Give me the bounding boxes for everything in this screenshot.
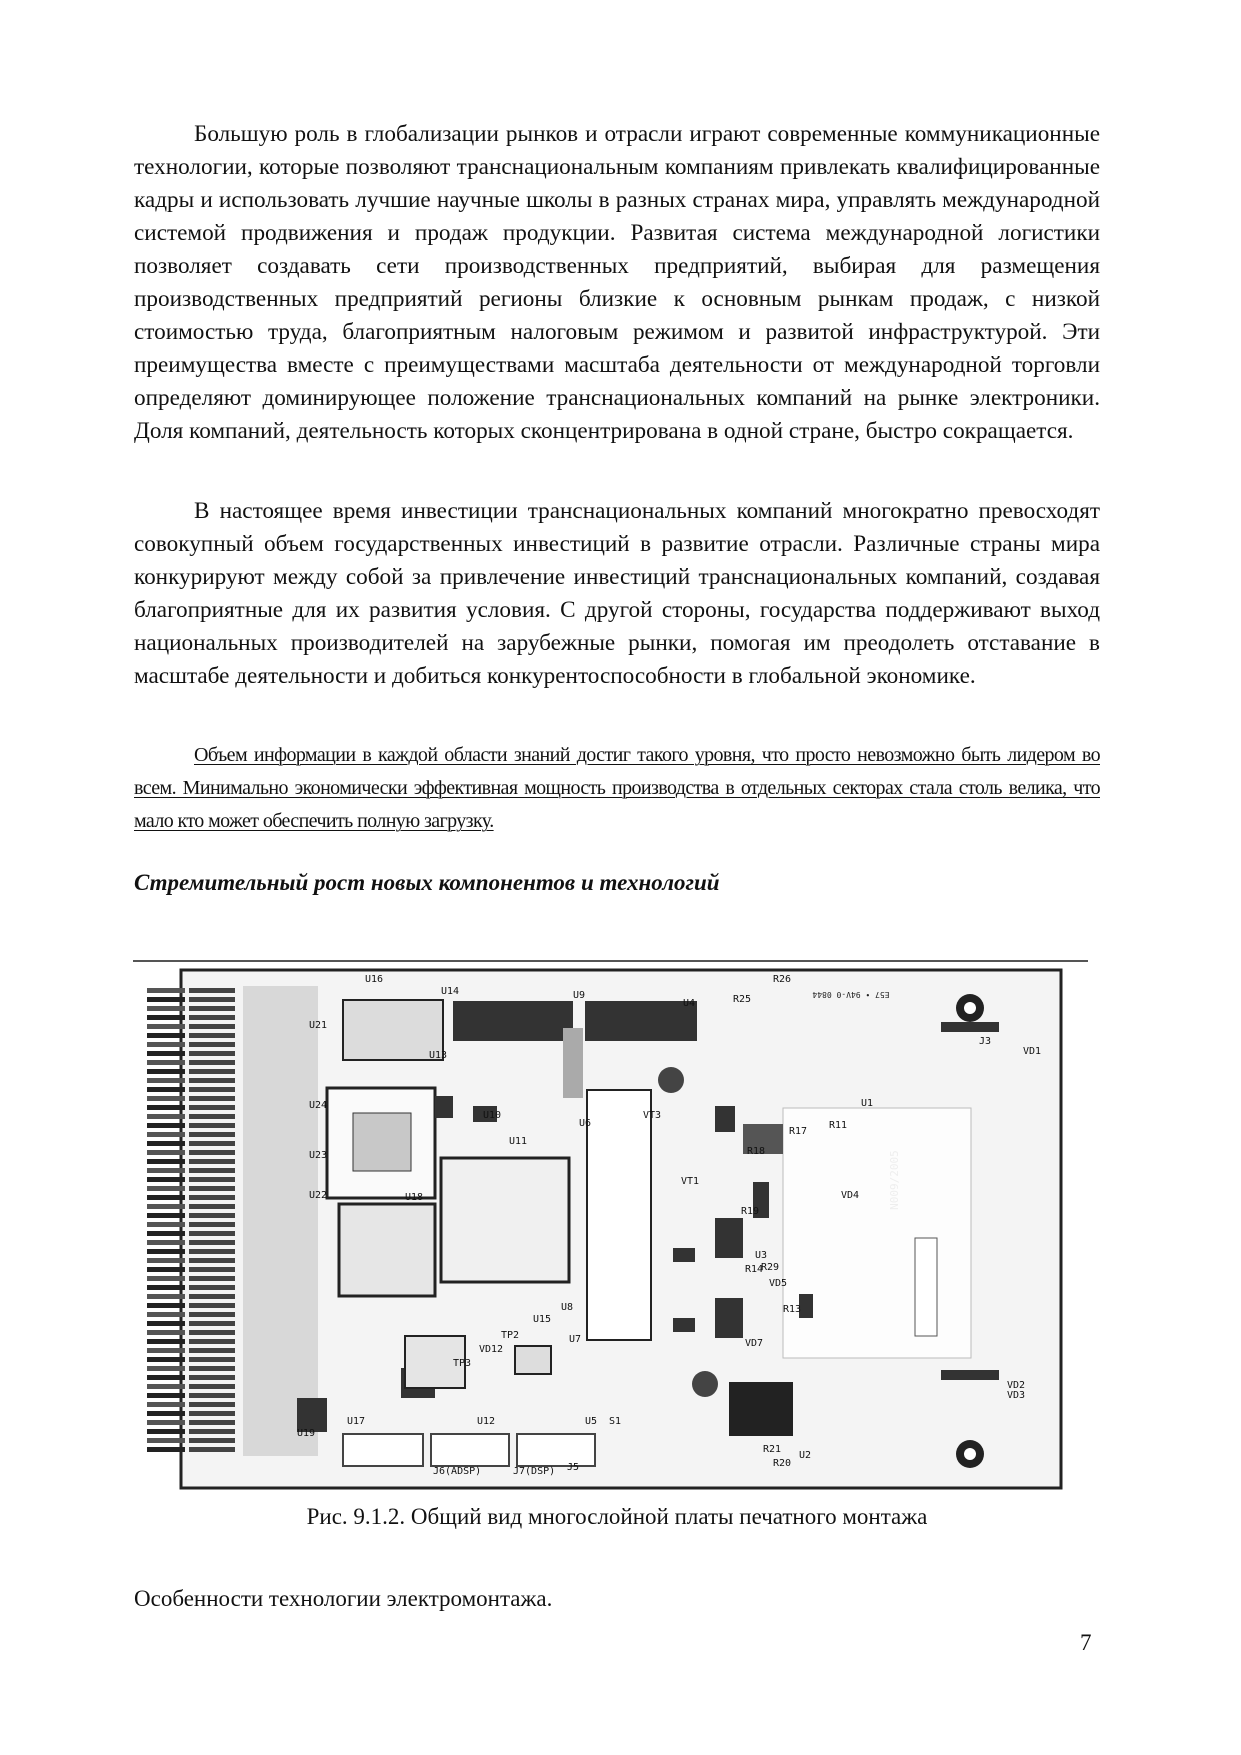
edge-pin: [147, 1078, 185, 1083]
silkscreen-label: U24: [309, 1100, 328, 1111]
silkscreen-label: R11: [829, 1120, 848, 1131]
edge-pin: [189, 1258, 235, 1263]
silkscreen-label: R20: [773, 1458, 792, 1469]
edge-pin: [147, 1024, 185, 1029]
edge-pin: [147, 1393, 185, 1398]
edge-pin: [189, 1078, 235, 1083]
edge-pin: [147, 1177, 185, 1182]
edge-pin: [147, 1105, 185, 1110]
edge-pin: [189, 1402, 235, 1407]
edge-pin: [189, 997, 235, 1002]
edge-pin: [189, 1015, 235, 1020]
edge-pin: [147, 1006, 185, 1011]
edge-pin: [147, 1294, 185, 1299]
edge-pin: [189, 1141, 235, 1146]
edge-pin: [189, 1042, 235, 1047]
edge-pin: [189, 1006, 235, 1011]
section-heading: Стремительный рост новых компонентов и технологий: [134, 870, 720, 895]
silkscreen-label: U15: [533, 1314, 552, 1325]
edge-pin: [189, 1123, 235, 1128]
edge-pin: [147, 1312, 185, 1317]
figure-caption: Рис. 9.1.2. Общий вид многослойной платы печатного монтажа: [306, 1504, 928, 1529]
edge-pin: [189, 1195, 235, 1200]
edge-pin: [189, 1366, 235, 1371]
silkscreen-label: J5: [567, 1462, 580, 1473]
edge-pin: [147, 1285, 185, 1290]
edge-pin: [147, 1168, 185, 1173]
silkscreen-label: U13: [429, 1050, 448, 1061]
edge-pin: [189, 1357, 235, 1362]
silkscreen-label: TP3: [453, 1358, 472, 1369]
edge-pin: [147, 1321, 185, 1326]
edge-pin: [189, 1321, 235, 1326]
edge-pin: [147, 1348, 185, 1353]
silkscreen-label: VD12: [479, 1344, 504, 1355]
silkscreen-label: U16: [365, 974, 384, 985]
silkscreen-label: R26: [773, 974, 792, 985]
edge-pin: [147, 1303, 185, 1308]
silkscreen-label: R25: [733, 994, 752, 1005]
page-number: 7: [1080, 1630, 1092, 1655]
pcb-board-illustration: [133, 958, 1088, 1491]
edge-pin: [189, 1249, 235, 1254]
edge-pin: [147, 1186, 185, 1191]
edge-pin: [147, 1123, 185, 1128]
edge-pin: [189, 1339, 235, 1344]
silkscreen-label: TP2: [501, 1330, 520, 1341]
silkscreen-label: R18: [747, 1146, 766, 1157]
edge-pin: [189, 1285, 235, 1290]
edge-pin: [189, 1330, 235, 1335]
edge-pin: [147, 997, 185, 1002]
edge-pin: [147, 1357, 185, 1362]
chip-mark: N009/2005: [888, 1150, 901, 1210]
edge-pin: [189, 1294, 235, 1299]
edge-pin: [147, 1240, 185, 1245]
silkscreen-label: VD3: [1007, 1390, 1026, 1401]
edge-pin: [147, 1438, 185, 1443]
silkscreen-label: U2: [799, 1450, 812, 1461]
edge-pin: [189, 1159, 235, 1164]
silkscreen-label: VT1: [681, 1176, 700, 1187]
edge-pin: [189, 1240, 235, 1245]
edge-pin: [147, 1330, 185, 1335]
edge-pin: [189, 1168, 235, 1173]
edge-pin: [189, 1051, 235, 1056]
edge-pin: [147, 1042, 185, 1047]
edge-pin: [189, 1069, 235, 1074]
edge-pin: [147, 1258, 185, 1263]
edge-pin: [189, 1411, 235, 1416]
edge-pin: [189, 1087, 235, 1092]
edge-pin: [189, 1096, 235, 1101]
edge-pin: [189, 1204, 235, 1209]
silkscreen-label: R29: [761, 1262, 780, 1273]
silkscreen-label: R13: [783, 1304, 802, 1315]
paragraph-information-volume: Объем информации в каждой области знаний достиг такого уровня, что просто невозможно быть лидером во всем. Минимально экономически эффективная мощность производства в отдельных секторах стала столь велика, что мало кто может обеспечить полную загрузку.: [134, 744, 1100, 832]
silkscreen-label: VD7: [745, 1338, 764, 1349]
edge-pin: [147, 1213, 185, 1218]
silkscreen-label: U23: [309, 1150, 328, 1161]
edge-pin: [147, 1339, 185, 1344]
silkscreen-label: U4: [683, 998, 696, 1009]
silkscreen-label: U9: [573, 990, 586, 1001]
edge-pin: [147, 1447, 185, 1452]
edge-pin: [147, 1015, 185, 1020]
silkscreen-label: VD2: [1007, 1380, 1026, 1391]
edge-pin: [147, 1141, 185, 1146]
board-code: E57 • 94V-0 0844: [812, 990, 890, 999]
edge-pin: [189, 1177, 235, 1182]
silkscreen-label: R19: [741, 1206, 760, 1217]
edge-pin: [147, 1159, 185, 1164]
silkscreen-label: U8: [561, 1302, 574, 1313]
silkscreen-label: U12: [477, 1416, 496, 1427]
edge-pin: [189, 988, 235, 993]
edge-pin: [147, 1033, 185, 1038]
edge-pin: [189, 1384, 235, 1389]
pcb-photo: [133, 958, 1088, 1491]
edge-pin: [147, 1384, 185, 1389]
edge-pin: [189, 1420, 235, 1425]
edge-pin: [147, 1402, 185, 1407]
edge-pin: [147, 1132, 185, 1137]
silkscreen-label: U7: [569, 1334, 582, 1345]
edge-pin: [189, 1186, 235, 1191]
edge-pin: [189, 1303, 235, 1308]
silkscreen-label: U19: [297, 1428, 316, 1439]
edge-pin: [189, 1375, 235, 1380]
edge-pin: [147, 1060, 185, 1065]
silkscreen-label: U5: [585, 1416, 598, 1427]
edge-pin: [147, 1375, 185, 1380]
edge-pin: [147, 1231, 185, 1236]
silkscreen-label: U6: [579, 1118, 592, 1129]
silkscreen-label: U10: [483, 1110, 502, 1121]
silkscreen-label: R21: [763, 1444, 782, 1455]
silkscreen-label: J7(DSP): [513, 1466, 556, 1477]
silkscreen-label: U1: [861, 1098, 874, 1109]
edge-pin: [189, 1348, 235, 1353]
edge-pin: [147, 1249, 185, 1254]
edge-pin: [189, 1222, 235, 1227]
edge-pin: [147, 1204, 185, 1209]
silkscreen-label: U14: [441, 986, 460, 997]
edge-pin: [189, 1447, 235, 1452]
edge-pin: [189, 1105, 235, 1110]
silkscreen-label: U18: [405, 1192, 424, 1203]
silkscreen-label: U17: [347, 1416, 366, 1427]
silkscreen-label: U21: [309, 1020, 328, 1031]
edge-pin: [189, 1213, 235, 1218]
edge-pin: [147, 1366, 185, 1371]
edge-pin: [189, 1024, 235, 1029]
silkscreen-label: R17: [789, 1126, 808, 1137]
edge-pin: [147, 1276, 185, 1281]
edge-pin: [147, 1087, 185, 1092]
edge-pin: [147, 1222, 185, 1227]
edge-pin: [189, 1060, 235, 1065]
edge-pin: [189, 1150, 235, 1155]
edge-pin: [147, 1051, 185, 1056]
edge-pin: [147, 1267, 185, 1272]
edge-pin: [147, 1429, 185, 1434]
closing-line: Особенности технологии электромонтажа.: [134, 1586, 553, 1611]
silkscreen-label: U3: [755, 1250, 768, 1261]
silkscreen-label: VT3: [643, 1110, 662, 1121]
edge-pin: [189, 1033, 235, 1038]
silkscreen-label: VD5: [769, 1278, 788, 1289]
silkscreen-label: R14: [745, 1264, 764, 1275]
silkscreen-label: VD1: [1023, 1046, 1042, 1057]
edge-pin: [147, 1150, 185, 1155]
edge-pin: [147, 1096, 185, 1101]
edge-pin: [189, 1132, 235, 1137]
edge-pin: [147, 1114, 185, 1119]
edge-pin: [147, 1069, 185, 1074]
edge-pin: [147, 1195, 185, 1200]
edge-pin: [189, 1429, 235, 1434]
silkscreen-label: S1: [609, 1416, 622, 1427]
edge-pin: [189, 1231, 235, 1236]
silkscreen-label: VD4: [841, 1190, 860, 1201]
edge-pin: [189, 1276, 235, 1281]
edge-pin: [189, 1267, 235, 1272]
edge-pin: [189, 1312, 235, 1317]
silkscreen-label: U11: [509, 1136, 528, 1147]
edge-pin: [147, 988, 185, 993]
paragraph-investments: В настоящее время инвестиции транснациональных компаний многократно превосходят совокупный объем государственных инвестиций в развитие отрасли. Различные страны мира конкурируют между собой за привлечение инвестиций транснациональных компаний, создавая благоприятные для их развития условия. С другой стороны, государства поддерживают выход национальных производителей на зарубежные рынки, помогая им преодолеть отставание в масштабе деятельности и добиться конкурентоспособности в глобальной экономике.: [134, 498, 1100, 689]
edge-pin: [189, 1438, 235, 1443]
edge-pin: [189, 1393, 235, 1398]
silkscreen-label: J6(ADSP): [433, 1466, 482, 1477]
paragraph-globalization: Большую роль в глобализации рынков и отрасли играют современные коммуникационные технологии, которые позволяют транснациональным компаниям привлекать квалифицированные кадры и использовать лучшие научные школы в разных странах мира, управлять международной системой продвижения и продаж продукции. Развитая система международной логистики позволяет создавать сети производственных предприятий, выбирая для размещения производственных предприятий регионы близкие к основным рынкам продаж, с низкой стоимостью труда, благоприятным налоговым режимом и развитой инфраструктурой. Эти преимущества вместе с преимуществами масштаба деятельности от международной торговли определяют доминирующее положение транснациональных компаний на рынке электроники. Доля компаний, деятельность которых сконцентрирована в одной стране, быстро сокращается.: [134, 121, 1100, 444]
edge-pin: [189, 1114, 235, 1119]
silkscreen-label: U22: [309, 1190, 328, 1201]
edge-pin: [147, 1411, 185, 1416]
edge-pin: [147, 1420, 185, 1425]
silkscreen-label: J3: [979, 1036, 992, 1047]
